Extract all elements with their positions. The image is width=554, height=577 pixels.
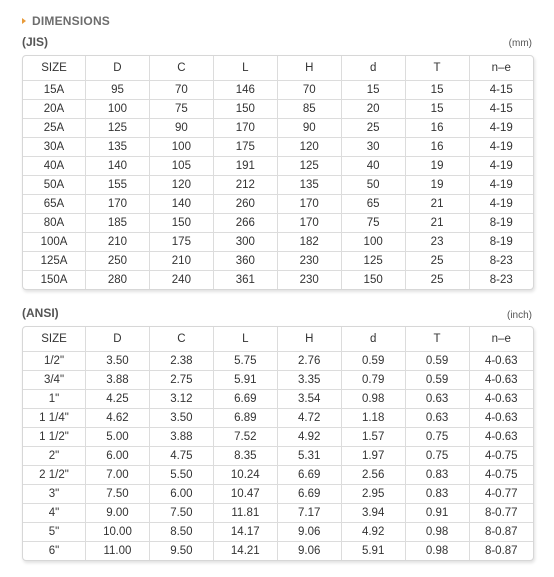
table-row <box>23 81 533 100</box>
table-cell: 0.83 <box>405 466 469 485</box>
column-header: L <box>213 56 277 81</box>
table-cell: 3.88 <box>149 428 213 447</box>
table-cell: 20 <box>341 100 405 119</box>
table-cell: 0.63 <box>405 409 469 428</box>
table-cell: 19 <box>405 157 469 176</box>
table-cell: 361 <box>213 271 277 290</box>
table-cell: 135 <box>277 176 341 195</box>
column-header: d <box>341 56 405 81</box>
column-header: H <box>277 327 341 352</box>
ansi-table-container <box>22 326 534 561</box>
table-cell: 7.50 <box>149 504 213 523</box>
table-cell: 4-15 <box>469 100 533 119</box>
table-cell: 170 <box>277 195 341 214</box>
table-cell: 16 <box>405 119 469 138</box>
table-cell: 100 <box>341 233 405 252</box>
table-cell: 4.72 <box>277 409 341 428</box>
table-cell: 150 <box>149 214 213 233</box>
jis-table-container <box>22 55 534 290</box>
table-row <box>23 119 533 138</box>
table-cell: 4-0.75 <box>469 466 533 485</box>
table-cell: 8.50 <box>149 523 213 542</box>
table-cell: 11.81 <box>213 504 277 523</box>
table-row <box>23 409 533 428</box>
table-cell: 3.12 <box>149 390 213 409</box>
table-cell: 95 <box>86 81 150 100</box>
size-cell: 20A <box>23 100 86 119</box>
triangle-bullet-icon <box>22 18 26 24</box>
table-cell: 191 <box>213 157 277 176</box>
size-cell: 4" <box>23 504 86 523</box>
table-cell: 140 <box>86 157 150 176</box>
table-cell: 15 <box>341 81 405 100</box>
table-cell: 3.50 <box>149 409 213 428</box>
table-cell: 150 <box>341 271 405 290</box>
table-cell: 9.00 <box>86 504 150 523</box>
table-cell: 4-0.63 <box>469 371 533 390</box>
column-header: L <box>213 327 277 352</box>
table-cell: 4-0.63 <box>469 428 533 447</box>
table-cell: 3.88 <box>86 371 150 390</box>
table-cell: 0.83 <box>405 485 469 504</box>
size-cell: 40A <box>23 157 86 176</box>
table-cell: 280 <box>86 271 150 290</box>
table-cell: 11.00 <box>86 542 150 561</box>
table-cell: 3.50 <box>86 352 150 371</box>
table-row <box>23 485 533 504</box>
table-cell: 15 <box>405 81 469 100</box>
table-cell: 8-23 <box>469 252 533 271</box>
table-body <box>23 81 533 290</box>
table-cell: 4-19 <box>469 138 533 157</box>
table-cell: 4-15 <box>469 81 533 100</box>
table-cell: 8-0.87 <box>484 545 518 557</box>
size-cell: 125A <box>23 252 86 271</box>
column-header: n–e <box>469 327 533 352</box>
table-cell: 4-0.63 <box>469 352 533 371</box>
table-cell: 2.75 <box>149 371 213 390</box>
table-cell: 120 <box>149 176 213 195</box>
table-cell: 40 <box>341 157 405 176</box>
table-cell: 7.50 <box>86 485 150 504</box>
table-row <box>23 466 533 485</box>
size-cell: 50A <box>23 176 86 195</box>
size-cell: 6" <box>23 542 86 561</box>
ansi-dimensions-table <box>23 327 533 560</box>
column-header: D <box>86 56 150 81</box>
table-cell: 21 <box>405 195 469 214</box>
table-cell: 10.47 <box>213 485 277 504</box>
table-cell: 23 <box>405 233 469 252</box>
table-cell: 4.92 <box>277 428 341 447</box>
table-cell: 90 <box>277 119 341 138</box>
table-cell: 125 <box>341 252 405 271</box>
table-cell: 2.76 <box>277 352 341 371</box>
table-cell: 8-0.77 <box>469 504 533 523</box>
table-cell: 2.56 <box>341 466 405 485</box>
table-row <box>23 100 533 119</box>
table-cell: 3.35 <box>277 371 341 390</box>
ansi-label: (ANSI) <box>22 306 59 320</box>
jis-label: (JIS) <box>22 35 49 49</box>
table-cell: 5.50 <box>149 466 213 485</box>
table-cell: 6.69 <box>277 466 341 485</box>
table-cell: 5.75 <box>213 352 277 371</box>
table-cell: 0.59 <box>405 352 469 371</box>
table-cell: 9.06 <box>277 523 341 542</box>
section-heading <box>22 14 110 28</box>
column-header: SIZE <box>23 327 86 352</box>
table-cell: 19 <box>405 176 469 195</box>
column-header: H <box>277 56 341 81</box>
table-cell: 170 <box>277 214 341 233</box>
table-cell: 6.00 <box>86 447 150 466</box>
table-cell: 0.79 <box>341 371 405 390</box>
table-cell: 146 <box>213 81 277 100</box>
table-cell: 6.89 <box>213 409 277 428</box>
table-cell: 150 <box>213 100 277 119</box>
table-cell: 70 <box>149 81 213 100</box>
table-cell: 2.38 <box>149 352 213 371</box>
size-cell: 150A <box>23 271 86 290</box>
table-row <box>23 214 533 233</box>
table-cell: 4-0.75 <box>469 447 533 466</box>
table-cell: 125 <box>86 119 150 138</box>
table-cell: 5.91 <box>213 371 277 390</box>
size-cell: 25A <box>23 119 86 138</box>
table-cell: 170 <box>86 195 150 214</box>
table-row <box>23 176 533 195</box>
ansi-unit: (inch) <box>506 310 532 321</box>
table-cell: 170 <box>213 119 277 138</box>
table-cell: 210 <box>86 233 150 252</box>
size-cell: 80A <box>23 214 86 233</box>
size-cell: 2 1/2" <box>23 466 86 485</box>
size-cell: 1 1/4" <box>23 409 86 428</box>
size-cell: 1 1/2" <box>23 428 86 447</box>
table-cell: 85 <box>277 100 341 119</box>
table-cell: 4.75 <box>149 447 213 466</box>
table-cell: 14.17 <box>213 523 277 542</box>
table-cell: 8-19 <box>469 214 533 233</box>
table-row <box>23 504 533 523</box>
table-cell: 4-19 <box>469 119 533 138</box>
table-cell: 75 <box>341 214 405 233</box>
table-cell: 8.35 <box>213 447 277 466</box>
size-cell: 2" <box>23 447 86 466</box>
table-cell: 4.62 <box>86 409 150 428</box>
table-cell: 15 <box>405 100 469 119</box>
table-cell: 6.69 <box>213 390 277 409</box>
table-row <box>23 157 533 176</box>
table-cell: 7.52 <box>213 428 277 447</box>
table-cell: 3.94 <box>341 504 405 523</box>
table-cell: 155 <box>86 176 150 195</box>
table-cell: 25 <box>405 252 469 271</box>
table-header-row <box>23 56 533 81</box>
size-cell: 65A <box>23 195 86 214</box>
size-cell: 5" <box>23 523 86 542</box>
column-header: C <box>149 327 213 352</box>
jis-unit: (mm) <box>508 38 532 49</box>
size-cell: 15A <box>23 81 86 100</box>
table-cell: 185 <box>86 214 150 233</box>
table-cell: 4-0.63 <box>469 409 533 428</box>
table-cell: 360 <box>213 252 277 271</box>
table-cell: 260 <box>213 195 277 214</box>
table-cell: 7.00 <box>86 466 150 485</box>
table-cell: 5.00 <box>86 428 150 447</box>
table-body <box>23 352 533 561</box>
column-header: D <box>86 327 150 352</box>
table-cell: 25 <box>341 119 405 138</box>
table-cell: 4-19 <box>469 157 533 176</box>
table-row <box>23 138 533 157</box>
table-cell: 21 <box>405 214 469 233</box>
table-cell: 4.25 <box>86 390 150 409</box>
table-cell: 25 <box>405 271 469 290</box>
size-cell: 1" <box>23 390 86 409</box>
size-cell: 100A <box>23 233 86 252</box>
table-row <box>23 428 533 447</box>
table-cell: 10.24 <box>213 466 277 485</box>
column-header: d <box>341 327 405 352</box>
table-cell: 90 <box>149 119 213 138</box>
column-header: n–e <box>469 56 533 81</box>
table-cell: 175 <box>149 233 213 252</box>
table-cell: 0.59 <box>405 371 469 390</box>
table-cell: 5.31 <box>277 447 341 466</box>
table-cell: 65 <box>341 195 405 214</box>
table-cell: 6.00 <box>149 485 213 504</box>
table-cell: 135 <box>86 138 150 157</box>
table-cell: 210 <box>149 252 213 271</box>
table-cell: 0.98 <box>405 542 469 561</box>
column-header: T <box>405 327 469 352</box>
table-cell: 8-0.87 <box>469 523 533 542</box>
table-cell: 230 <box>277 252 341 271</box>
table-cell: 6.69 <box>277 485 341 504</box>
size-cell: 30A <box>23 138 86 157</box>
table-cell: 8-19 <box>469 233 533 252</box>
table-cell: 250 <box>86 252 150 271</box>
table-row <box>23 195 533 214</box>
table-cell: 300 <box>213 233 277 252</box>
table-cell: 230 <box>277 271 341 290</box>
table-cell: 9.06 <box>277 542 341 561</box>
table-row <box>23 371 533 390</box>
table-row <box>23 233 533 252</box>
size-cell: 1/2" <box>23 352 86 371</box>
table-cell: 2.95 <box>341 485 405 504</box>
table-cell: 4-0.63 <box>469 390 533 409</box>
table-cell: 3.54 <box>277 390 341 409</box>
table-cell: 1.57 <box>341 428 405 447</box>
table-cell: 5.91 <box>341 542 405 561</box>
table-cell: 7.17 <box>277 504 341 523</box>
table-cell: 266 <box>213 214 277 233</box>
section-heading-text: DIMENSIONS <box>32 14 111 28</box>
table-cell: 8-23 <box>489 274 513 286</box>
table-row <box>23 523 533 542</box>
table-cell: 30 <box>341 138 405 157</box>
column-header: SIZE <box>23 56 86 81</box>
table-cell: 4-19 <box>469 176 533 195</box>
table-cell: 0.75 <box>405 447 469 466</box>
table-cell: 4-19 <box>469 195 533 214</box>
table-cell: 1.18 <box>341 409 405 428</box>
table-cell: 16 <box>405 138 469 157</box>
table-cell: 0.98 <box>405 523 469 542</box>
table-cell: 9.50 <box>149 542 213 561</box>
table-cell: 4.92 <box>341 523 405 542</box>
table-cell: 0.98 <box>341 390 405 409</box>
table-row <box>23 352 533 371</box>
table-cell: 4-0.77 <box>469 485 533 504</box>
table-cell: 140 <box>149 195 213 214</box>
table-cell: 0.59 <box>341 352 405 371</box>
table-row <box>23 542 533 561</box>
jis-dimensions-table <box>23 56 533 289</box>
table-cell: 212 <box>213 176 277 195</box>
table-cell: 1.97 <box>341 447 405 466</box>
table-row <box>23 252 533 271</box>
table-cell: 120 <box>277 138 341 157</box>
table-cell: 100 <box>149 138 213 157</box>
table-cell: 175 <box>213 138 277 157</box>
table-cell: 0.91 <box>405 504 469 523</box>
table-row <box>23 271 533 290</box>
table-cell: 75 <box>149 100 213 119</box>
table-cell: 240 <box>149 271 213 290</box>
table-row <box>23 447 533 466</box>
column-header: C <box>149 56 213 81</box>
table-cell: 70 <box>277 81 341 100</box>
table-cell: 100 <box>86 100 150 119</box>
table-cell: 10.00 <box>86 523 150 542</box>
column-header: T <box>405 56 469 81</box>
size-cell: 3/4" <box>23 371 86 390</box>
table-cell: 0.75 <box>405 428 469 447</box>
table-cell: 0.63 <box>405 390 469 409</box>
size-cell: 3" <box>23 485 86 504</box>
table-header-row <box>23 327 533 352</box>
table-cell: 182 <box>277 233 341 252</box>
table-cell: 105 <box>149 157 213 176</box>
table-row <box>23 390 533 409</box>
table-cell: 50 <box>341 176 405 195</box>
table-cell: 125 <box>277 157 341 176</box>
table-cell: 14.21 <box>213 542 277 561</box>
